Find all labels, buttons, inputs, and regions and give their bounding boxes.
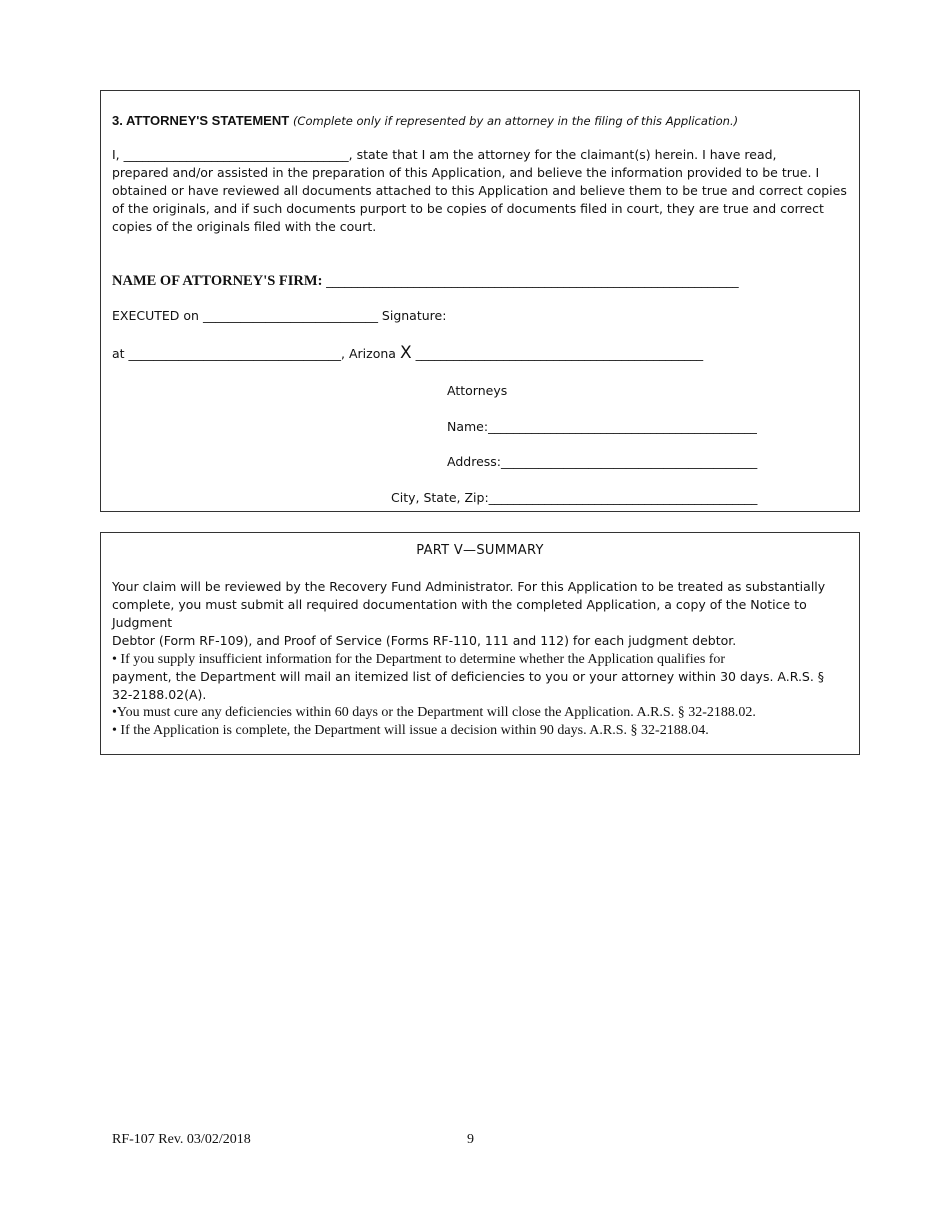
summary-line-1: Your claim will be reviewed by the Recovery Fund Administrator. For this Application to be treated as substantially	[112, 579, 826, 594]
attorney-firm-row	[112, 272, 739, 290]
attorney-firm-label: NAME OF ATTORNEY'S FIRM:	[112, 273, 323, 289]
attorney-address-row	[447, 453, 757, 471]
signature-field[interactable]: ______________________________________________	[415, 346, 704, 361]
attorney-city-label: City, State, Zip:	[391, 490, 489, 505]
executed-date-field[interactable]: ____________________________	[202, 308, 378, 323]
attorney-statement-line-3: obtained or have reviewed all documents attached to this Application and believe them to be true and correct copies	[112, 183, 847, 198]
summary-line-2: complete, you must submit all required documentation with the completed Application, a copy of the Notice to	[112, 597, 807, 612]
attorney-city-row	[391, 489, 757, 507]
attorney-city-field[interactable]: ___________________________________________	[488, 490, 758, 505]
summary-bullet-1-line-3: 32-2188.02(A).	[112, 687, 207, 702]
at-city-field[interactable]: __________________________________	[128, 346, 342, 361]
attorney-statement-note: (Complete only if represented by an attorney in the filing of this Application.)	[292, 114, 739, 128]
attorneys-label: Attorneys	[447, 383, 508, 398]
attorney-name-field[interactable]: ___________________________________________	[488, 419, 757, 434]
summary-title: PART V—SUMMARY	[416, 543, 544, 558]
attorney-statement-line-2: prepared and/or assisted in the preparation of this Application, and believe the information provided to be true. I	[112, 165, 820, 180]
summary-line-3: Judgment	[112, 615, 173, 630]
signature-x-mark: X	[399, 343, 412, 363]
attorney-name-row	[447, 418, 757, 436]
attorney-address-field[interactable]: _________________________________________	[501, 454, 758, 469]
at-label: at	[112, 346, 125, 361]
attorney-statement-header	[112, 112, 738, 130]
executed-label: EXECUTED on	[112, 308, 199, 323]
attorney-firm-field[interactable]: __________________________________________________________________	[326, 273, 739, 288]
page-number: 9	[467, 1132, 474, 1147]
attorney-statement-line-4: of the originals, and if such documents purport to be copies of documents filed in court, they are true and correct	[112, 201, 824, 216]
summary-section	[100, 532, 860, 755]
executed-row	[112, 307, 446, 325]
attorney-name-label: Name:	[447, 419, 489, 434]
attorney-address-label: Address:	[447, 454, 501, 469]
summary-line-4: Debtor (Form RF-109), and Proof of Service (Forms RF-110, 111 and 112) for each judgment debtor.	[112, 633, 737, 648]
summary-bullet-1-line-2: payment, the Department will mail an itemized list of deficiencies to you or your attorney within 30 days. A.R.S. §	[112, 669, 825, 684]
summary-bullet-1-text-a: • If you supply insufficient information for the Department to determine whether the Application qualifies for	[112, 652, 726, 667]
summary-bullet-2: •You must cure any deficiencies within 60 days or the Department will close the Application. A.R.S. § 32-2188.02.	[112, 705, 756, 720]
summary-bullet-3: • If the Application is complete, the Department will issue a decision within 90 days. A.R.S. § 32-2188.04.	[112, 723, 709, 738]
attorney-statement-line-5: copies of the originals filed with the court.	[112, 219, 377, 234]
attorney-statement-line-1: I, ____________________________________, state that I am the attorney for the claimant(s) herein. I have read,	[112, 147, 777, 162]
location-signature-row	[112, 344, 703, 363]
attorney-statement-heading: 3. ATTORNEY'S STATEMENT	[112, 113, 290, 128]
form-revision: RF-107 Rev. 03/02/2018	[112, 1132, 251, 1147]
attorney-statement-section	[100, 90, 860, 512]
arizona-label: , Arizona	[341, 346, 396, 361]
summary-bullet-1-line-1	[112, 650, 725, 669]
signature-label: Signature:	[381, 308, 447, 323]
